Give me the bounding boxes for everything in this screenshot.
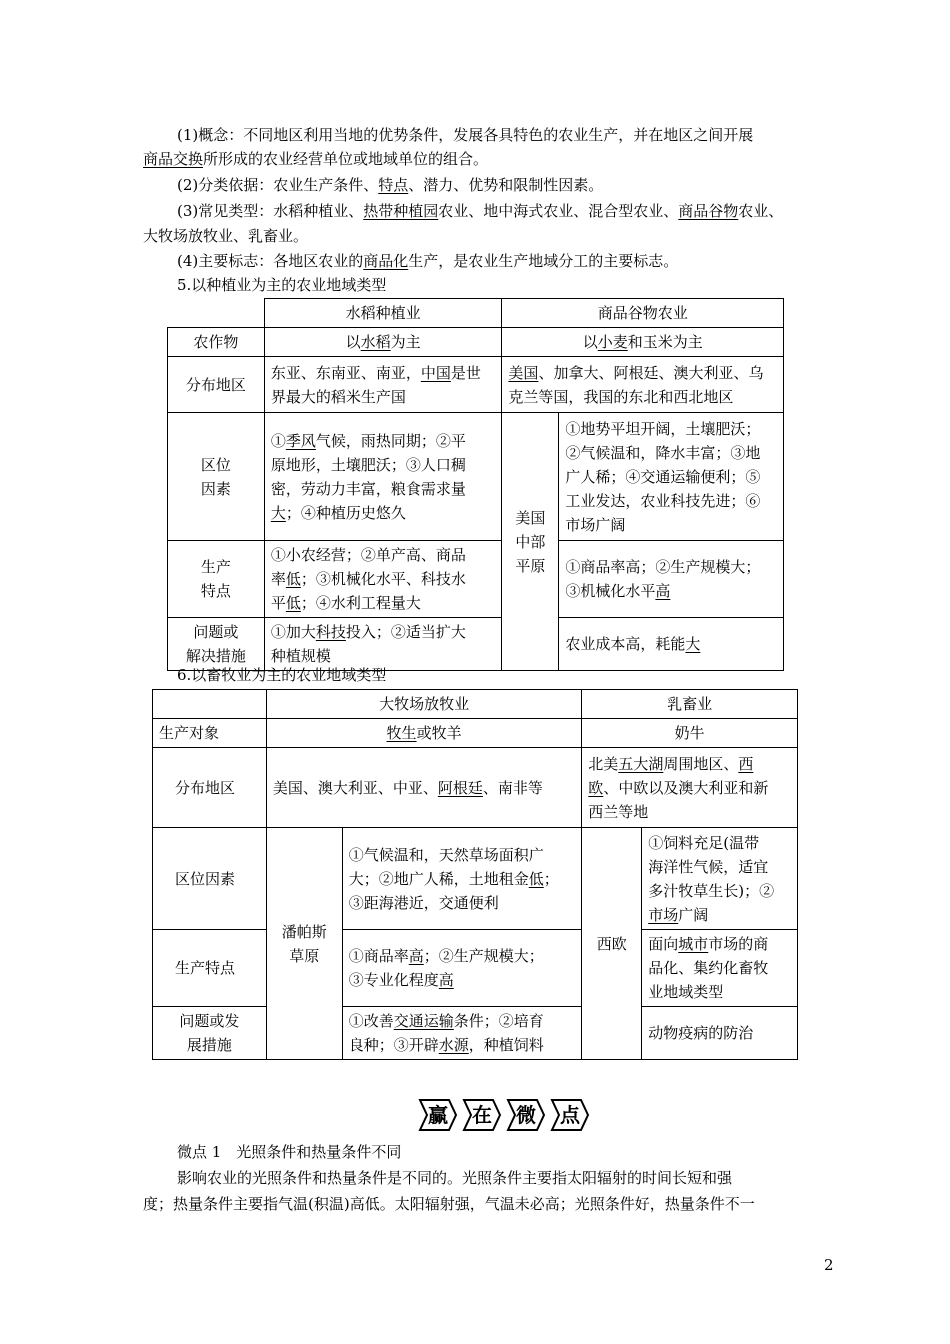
underlined-term: 低 — [285, 570, 301, 588]
text: 因素 — [200, 479, 231, 498]
text: (3)常见类型：水稻种植业、 — [177, 202, 364, 220]
underlined-term: 季风 — [285, 431, 316, 450]
concept-paragraph-1-cont — [143, 148, 488, 170]
underlined-term: 水源 — [438, 1036, 469, 1054]
underlined-term: 小麦 — [597, 333, 628, 351]
table-cell — [264, 357, 502, 413]
text: ③机械化水平 — [565, 582, 656, 600]
concept-paragraph-3-cont — [143, 225, 308, 247]
table-cell — [342, 930, 582, 1007]
underlined-term: 水稻 — [360, 333, 391, 351]
text: 、中欧以及澳大利亚和新 — [603, 778, 769, 797]
section6-title: 6.以畜牧业为主的农业地域类型 — [177, 666, 387, 684]
table-cell — [342, 828, 582, 930]
underlined-term: 科技 — [315, 623, 346, 641]
row-label: 分布地区 — [168, 357, 265, 413]
column-header: 商品谷物农业 — [502, 299, 784, 328]
table-cell — [582, 748, 798, 828]
text: 大；②地广人稀，土地租金 — [348, 869, 529, 888]
text: ②气候温和，降水丰富；③地 — [565, 443, 761, 462]
underlined-term: 高 — [438, 971, 454, 989]
table-cell — [559, 618, 784, 671]
column-header: 水稻种植业 — [264, 299, 502, 328]
text: 解决措施 — [185, 647, 246, 665]
table-cell — [502, 357, 784, 413]
text: 美国、澳大利亚、中亚、 — [272, 778, 438, 797]
text: 业地域类型 — [648, 983, 724, 1001]
underlined-term: 大 — [270, 503, 286, 522]
row-label: 生产对象 — [153, 719, 267, 748]
table-row — [168, 357, 784, 413]
text: ①商品率高；②生产规模大； — [565, 558, 761, 576]
row-label: 分布地区 — [153, 748, 267, 828]
text: 、加拿大、阿根廷、澳大利亚、乌 — [538, 363, 764, 382]
text: ①饲料充足(温带 — [648, 833, 760, 852]
underlined-term: 欧 — [588, 778, 604, 797]
text: 平原 — [515, 556, 546, 575]
text: ①加大 — [270, 623, 316, 641]
text: 面向 — [648, 935, 679, 953]
table-row — [153, 748, 798, 828]
underlined-term: 大 — [685, 635, 701, 653]
concept-paragraph-1 — [177, 124, 753, 146]
text: 种植规模 — [270, 647, 331, 665]
banner-block — [418, 1098, 458, 1132]
region-cell — [266, 828, 342, 1060]
underlined-term: 商品化 — [363, 252, 409, 270]
table-row — [153, 930, 798, 1007]
column-header: 大牧场放牧业 — [266, 690, 581, 719]
text: 界最大的稻米生产国 — [270, 387, 406, 406]
text: 特点 — [200, 582, 231, 600]
underlined-term: 五大湖 — [618, 754, 664, 773]
table-cell — [559, 541, 784, 618]
text: 以 — [582, 333, 598, 351]
table-cell — [642, 828, 798, 930]
text: ；③机械化水平、科技水 — [300, 570, 466, 588]
text: ①改善 — [348, 1012, 394, 1030]
underlined-term: 牧生 — [386, 724, 417, 742]
text: ；④种植历史悠久 — [285, 503, 406, 522]
text: ③专业化程度 — [348, 971, 439, 989]
text: 为主 — [390, 333, 421, 351]
banner-char: 微 — [516, 1103, 536, 1127]
text: 多汁牧草生长)；② — [648, 881, 775, 900]
underlined-term: 高 — [408, 947, 424, 965]
text: 区位 — [200, 455, 231, 474]
text: 展措施 — [186, 1036, 232, 1054]
table-row — [153, 719, 798, 748]
page-number: 2 — [824, 1256, 834, 1274]
table-cell — [502, 328, 784, 357]
text: 原地形，土壤肥沃；③人口稠 — [270, 455, 466, 474]
banner-block — [506, 1098, 546, 1132]
text: 中部 — [515, 532, 546, 551]
text: (4)主要标志：各地区农业的 — [177, 252, 364, 270]
table-cell — [264, 541, 502, 618]
text: (1)概念：不同地区利用当地的优势条件，发展各具特色的农业生产，并在地区之间开展 — [177, 126, 754, 144]
text: 周围地区、 — [663, 754, 739, 773]
table-cell — [266, 719, 581, 748]
text: ①气候温和，天然草场面积广 — [348, 845, 544, 864]
text: ； — [543, 869, 559, 888]
text: 生产 — [200, 558, 231, 576]
table-cell — [264, 413, 502, 541]
table-row — [168, 618, 784, 671]
underlined-term: 低 — [528, 869, 544, 888]
text: 问题或 — [193, 623, 239, 641]
text: 问题或发 — [179, 1012, 240, 1030]
table-cell: 动物疫病的防治 — [642, 1007, 798, 1060]
column-header: 乳畜业 — [582, 690, 798, 719]
text: 市场的商 — [708, 935, 769, 953]
table-corner — [153, 690, 267, 719]
text: 北美 — [588, 754, 619, 773]
underlined-term: 城市 — [678, 935, 709, 953]
table-cell: 奶牛 — [582, 719, 798, 748]
banner-char: 赢 — [428, 1103, 448, 1127]
concept-paragraph-4 — [177, 250, 678, 272]
text: ①地势平坦开阔，土壤肥沃； — [565, 419, 761, 438]
text: ③距海港近，交通便利 — [348, 893, 499, 912]
row-label — [168, 618, 265, 671]
underlined-term: 特点 — [378, 176, 409, 194]
text: 生产，是农业生产地域分工的主要标志。 — [408, 252, 679, 270]
text: 率 — [270, 570, 286, 588]
row-label — [168, 541, 265, 618]
text: 农业、地中海式农业、混合型农业、 — [438, 202, 679, 220]
text: 所形成的农业经营单位或地域单位的组合。 — [203, 150, 489, 168]
text: 条件；②培育 — [453, 1012, 544, 1030]
row-label — [168, 413, 265, 541]
text: 平 — [270, 594, 286, 612]
text: 东亚、东南亚、南亚， — [270, 363, 421, 382]
text: 投入；②适当扩大 — [345, 623, 466, 641]
text: 农业成本高，耗能 — [565, 635, 686, 653]
text: 品化、集约化畜牧 — [648, 959, 769, 977]
text: 市场广阔 — [565, 515, 626, 534]
text: 和玉米为主 — [627, 333, 703, 351]
underlined-term: 中国 — [420, 363, 451, 382]
text: ，种植饲料 — [468, 1036, 544, 1054]
text: 密，劳动力丰富，粮食需求量 — [270, 479, 466, 498]
text: 克兰等国，我国的东北和西北地区 — [508, 387, 734, 406]
table-row — [168, 328, 784, 357]
underlined-term: 美国 — [508, 363, 539, 382]
text: 、潜力、优势和限制性因素。 — [408, 176, 604, 194]
micro-paragraph-line: 影响农业的光照条件和热量条件是不同的。光照条件主要指太阳辐射的时间长短和强 — [177, 1169, 733, 1187]
table-livestock-farming — [152, 689, 798, 1060]
text: ① — [270, 431, 286, 450]
text: 潘帕斯 — [281, 922, 327, 941]
table-row — [168, 541, 784, 618]
text: ；④水利工程量大 — [300, 594, 421, 612]
banner-char: 点 — [560, 1103, 580, 1127]
text: 或牧羊 — [416, 724, 462, 742]
table-row — [168, 299, 784, 328]
table-cell — [264, 618, 502, 671]
text: 海洋性气候，适宜 — [648, 857, 769, 876]
row-label: 区位因素 — [153, 828, 267, 930]
underlined-term: 交通运输 — [393, 1012, 454, 1030]
text: ①商品率 — [348, 947, 409, 965]
underlined-term: 西 — [738, 754, 754, 773]
table-corner — [168, 299, 265, 328]
banner-char: 在 — [472, 1103, 492, 1127]
banner-block — [550, 1098, 590, 1132]
text: 工业发达，农业科技先进；⑥ — [565, 491, 761, 510]
table-cell — [264, 328, 502, 357]
row-label: 生产特点 — [153, 930, 267, 1007]
underlined-term: 热带种植园 — [363, 202, 439, 220]
text: 农业、 — [738, 202, 784, 220]
row-label: 农作物 — [168, 328, 265, 357]
table-row — [153, 1007, 798, 1060]
text: 草原 — [289, 946, 320, 965]
underlined-term: 商品交换 — [143, 150, 204, 168]
text: ；②生产规模大； — [423, 947, 544, 965]
text: 西兰等地 — [588, 802, 649, 821]
concept-paragraph-2 — [177, 174, 603, 196]
table-cell — [559, 413, 784, 541]
micro-paragraph-line: 度；热量条件主要指气温(积温)高低。太阳辐射强，气温未必高；光照条件好，热量条件不一 — [143, 1195, 755, 1213]
table-cell — [342, 1007, 582, 1060]
underlined-term: 商品谷物 — [678, 202, 739, 220]
text: 、南非等 — [482, 778, 543, 797]
concept-paragraph-3 — [177, 200, 783, 222]
region-cell: 西欧 — [582, 828, 642, 1060]
micro-heading: 微点 1 光照条件和热量条件不同 — [177, 1143, 402, 1161]
table-crop-farming — [167, 298, 784, 671]
text: 美国 — [515, 508, 546, 527]
text: 大牧场放牧业、乳畜业。 — [143, 227, 309, 245]
text: 气候，雨热同期；②平 — [315, 431, 466, 450]
text: 广人稀；④交通运输便利；⑤ — [565, 467, 761, 486]
banner-block — [462, 1098, 502, 1132]
text: 以 — [345, 333, 361, 351]
text: 良种；③开辟 — [348, 1036, 439, 1054]
table-cell — [642, 930, 798, 1007]
table-cell — [266, 748, 581, 828]
text: ①小农经营；②单产高、商品 — [270, 546, 466, 564]
underlined-term: 高 — [655, 582, 671, 600]
section5-title: 5.以种植业为主的农业地域类型 — [177, 276, 387, 294]
region-cell — [502, 413, 559, 671]
row-label — [153, 1007, 267, 1060]
section-banner — [418, 1098, 590, 1132]
text: 是世 — [450, 363, 481, 382]
underlined-term: 阿根廷 — [437, 778, 483, 797]
text: 广阔 — [678, 905, 709, 924]
table-row — [153, 828, 798, 930]
table-row — [168, 413, 784, 541]
table-row — [153, 690, 798, 719]
underlined-term: 市场 — [648, 905, 679, 924]
underlined-term: 低 — [285, 594, 301, 612]
text: (2)分类依据：农业生产条件、 — [177, 176, 379, 194]
